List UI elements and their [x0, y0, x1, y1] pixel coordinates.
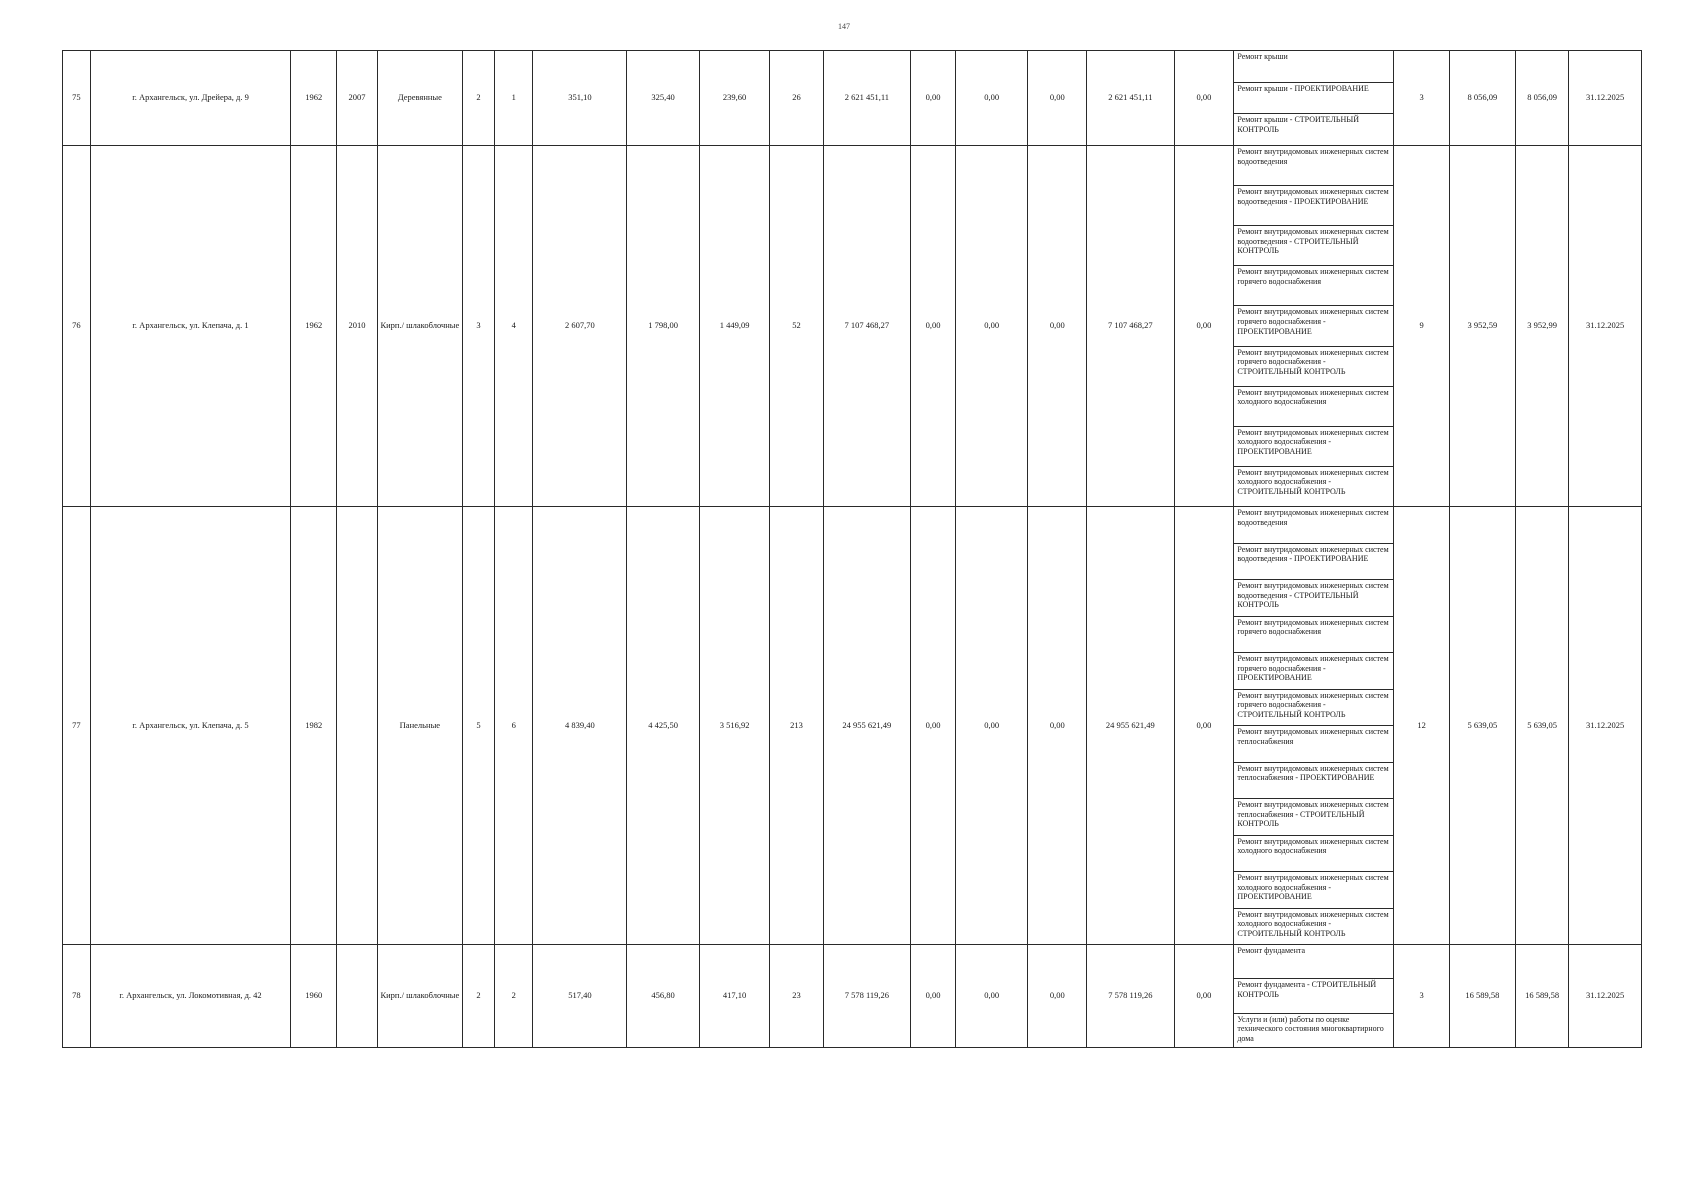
work-item: Ремонт внутридомовых инженерных систем горячего водоснабжения - ПРОЕКТИРОВАНИЕ — [1234, 305, 1393, 345]
work-item: Ремонт крыши — [1237, 52, 1288, 61]
address: г. Архангельск, ул. Локомотивная, д. 42 — [90, 945, 291, 1048]
works-list — [1234, 945, 1394, 1048]
capital-repair-table — [62, 50, 1642, 1048]
year-last-repair: 2007 — [337, 51, 378, 146]
works-list — [1234, 51, 1394, 146]
work-item: Ремонт внутридомовых инженерных систем холодного водоснабжения — [1234, 835, 1393, 872]
works-count: 12 — [1394, 507, 1449, 945]
residents: 213 — [770, 507, 823, 945]
entrances: 1 — [495, 51, 533, 146]
work-item: Ремонт внутридомовых инженерных систем водоотведения - ПРОЕКТИРОВАНИЕ — [1234, 185, 1393, 225]
floors: 5 — [463, 507, 495, 945]
work-item: Ремонт крыши - ПРОЕКТИРОВАНИЕ — [1234, 82, 1393, 114]
works-count: 3 — [1394, 945, 1449, 1048]
cost-fund: 0,00 — [911, 507, 956, 945]
max-unit-cost: 5 639,05 — [1515, 507, 1568, 945]
area-total: 2 607,70 — [533, 146, 627, 507]
work-item: Ремонт внутридомовых инженерных систем горячего водоснабжения - СТРОИТЕЛЬНЫЙ КОНТРОЛЬ — [1234, 689, 1393, 726]
residents: 23 — [770, 945, 823, 1048]
works-list — [1234, 146, 1394, 507]
cost-total: 7 107 468,27 — [823, 146, 910, 507]
table-row — [63, 51, 1642, 146]
area-residential: 3 516,92 — [699, 507, 769, 945]
cost-local: 0,00 — [1028, 146, 1087, 507]
cost-total: 2 621 451,11 — [823, 51, 910, 146]
cost-region: 0,00 — [955, 945, 1028, 1048]
row-number: 76 — [63, 146, 91, 507]
cost-owners: 7 578 119,26 — [1087, 945, 1174, 1048]
works-count: 9 — [1394, 146, 1449, 507]
work-item: Ремонт внутридомовых инженерных систем горячего водоснабжения - СТРОИТЕЛЬНЫЙ КОНТРОЛЬ — [1234, 346, 1393, 386]
entrances: 6 — [495, 507, 533, 945]
cost-local: 0,00 — [1028, 945, 1087, 1048]
cost-fund: 0,00 — [911, 945, 956, 1048]
year-last-repair — [337, 945, 378, 1048]
work-item: Ремонт крыши - СТРОИТЕЛЬНЫЙ КОНТРОЛЬ — [1234, 113, 1393, 145]
cost-region: 0,00 — [955, 146, 1028, 507]
work-item: Ремонт внутридомовых инженерных систем теплоснабжения - СТРОИТЕЛЬНЫЙ КОНТРОЛЬ — [1234, 798, 1393, 835]
max-unit-cost: 3 952,99 — [1515, 146, 1568, 507]
work-item: Ремонт внутридомовых инженерных систем холодного водоснабжения - СТРОИТЕЛЬНЫЙ КОНТРОЛЬ — [1234, 466, 1393, 506]
cost-owners: 24 955 621,49 — [1087, 507, 1174, 945]
unit-cost: 8 056,09 — [1449, 51, 1515, 146]
cost-fund: 0,00 — [911, 51, 956, 146]
wall-material: Панельные — [377, 507, 462, 945]
deadline: 31.12.2025 — [1569, 945, 1642, 1048]
table-row — [63, 146, 1642, 507]
work-item: Ремонт фундамента — [1237, 946, 1306, 955]
address: г. Архангельск, ул. Клепача, д. 5 — [90, 507, 291, 945]
area-living: 4 425,50 — [627, 507, 700, 945]
work-item: Ремонт внутридомовых инженерных систем водоотведения — [1237, 147, 1389, 166]
cost-local: 0,00 — [1028, 51, 1087, 146]
area-living: 456,80 — [627, 945, 700, 1048]
deadline: 31.12.2025 — [1569, 507, 1642, 945]
year-built: 1960 — [291, 945, 337, 1048]
cost-fund: 0,00 — [911, 146, 956, 507]
cost-total: 7 578 119,26 — [823, 945, 910, 1048]
area-total: 517,40 — [533, 945, 627, 1048]
row-number: 75 — [63, 51, 91, 146]
deadline: 31.12.2025 — [1569, 146, 1642, 507]
entrances: 2 — [495, 945, 533, 1048]
residents: 52 — [770, 146, 823, 507]
wall-material: Деревянные — [377, 51, 462, 146]
work-item: Ремонт внутридомовых инженерных систем водоотведения — [1237, 508, 1389, 527]
work-item: Ремонт внутридомовых инженерных систем теплоснабжения - ПРОЕКТИРОВАНИЕ — [1234, 762, 1393, 799]
wall-material: Кирп./ шлакоблочные — [377, 945, 462, 1048]
floors: 3 — [463, 146, 495, 507]
deadline: 31.12.2025 — [1569, 51, 1642, 146]
address: г. Архангельск, ул. Клепача, д. 1 — [90, 146, 291, 507]
cost-owners: 2 621 451,11 — [1087, 51, 1174, 146]
table-row — [63, 945, 1642, 1048]
work-item: Ремонт внутридомовых инженерных систем холодного водоснабжения - СТРОИТЕЛЬНЫЙ КОНТРОЛЬ — [1234, 908, 1393, 945]
cost-region: 0,00 — [955, 507, 1028, 945]
cost-other: 0,00 — [1174, 51, 1234, 146]
row-number: 78 — [63, 945, 91, 1048]
floors: 2 — [463, 51, 495, 146]
max-unit-cost: 16 589,58 — [1515, 945, 1568, 1048]
works-count: 3 — [1394, 51, 1449, 146]
address: г. Архангельск, ул. Дрейера, д. 9 — [90, 51, 291, 146]
cost-region: 0,00 — [955, 51, 1028, 146]
work-item: Ремонт фундамента - СТРОИТЕЛЬНЫЙ КОНТРОЛЬ — [1234, 978, 1393, 1012]
work-item: Услуги и (или) работы по оценке технического состояния многоквартирного дома — [1234, 1013, 1393, 1047]
work-item: Ремонт внутридомовых инженерных систем холодного водоснабжения — [1234, 386, 1393, 426]
max-unit-cost: 8 056,09 — [1515, 51, 1568, 146]
cost-other: 0,00 — [1174, 507, 1234, 945]
unit-cost: 3 952,59 — [1449, 146, 1515, 507]
work-item: Ремонт внутридомовых инженерных систем теплоснабжения — [1234, 725, 1393, 762]
works-list — [1234, 507, 1394, 945]
cost-owners: 7 107 468,27 — [1087, 146, 1174, 507]
area-living: 1 798,00 — [627, 146, 700, 507]
unit-cost: 16 589,58 — [1449, 945, 1515, 1048]
cost-other: 0,00 — [1174, 146, 1234, 507]
cost-local: 0,00 — [1028, 507, 1087, 945]
work-item: Ремонт внутридомовых инженерных систем водоотведения - ПРОЕКТИРОВАНИЕ — [1234, 543, 1393, 580]
entrances: 4 — [495, 146, 533, 507]
area-residential: 239,60 — [699, 51, 769, 146]
year-built: 1962 — [291, 51, 337, 146]
year-built: 1982 — [291, 507, 337, 945]
area-residential: 417,10 — [699, 945, 769, 1048]
page-number: 147 — [838, 22, 850, 31]
row-number: 77 — [63, 507, 91, 945]
wall-material: Кирп./ шлакоблочные — [377, 146, 462, 507]
table-row — [63, 507, 1642, 945]
area-total: 4 839,40 — [533, 507, 627, 945]
year-built: 1962 — [291, 146, 337, 507]
work-item: Ремонт внутридомовых инженерных систем горячего водоснабжения — [1234, 265, 1393, 305]
work-item: Ремонт внутридомовых инженерных систем холодного водоснабжения - ПРОЕКТИРОВАНИЕ — [1234, 426, 1393, 466]
residents: 26 — [770, 51, 823, 146]
floors: 2 — [463, 945, 495, 1048]
cost-total: 24 955 621,49 — [823, 507, 910, 945]
work-item: Ремонт внутридомовых инженерных систем холодного водоснабжения - ПРОЕКТИРОВАНИЕ — [1234, 871, 1393, 908]
area-total: 351,10 — [533, 51, 627, 146]
area-living: 325,40 — [627, 51, 700, 146]
work-item: Ремонт внутридомовых инженерных систем водоотведения - СТРОИТЕЛЬНЫЙ КОНТРОЛЬ — [1234, 579, 1393, 616]
work-item: Ремонт внутридомовых инженерных систем горячего водоснабжения — [1234, 616, 1393, 653]
unit-cost: 5 639,05 — [1449, 507, 1515, 945]
cost-other: 0,00 — [1174, 945, 1234, 1048]
work-item: Ремонт внутридомовых инженерных систем горячего водоснабжения - ПРОЕКТИРОВАНИЕ — [1234, 652, 1393, 689]
work-item: Ремонт внутридомовых инженерных систем водоотведения - СТРОИТЕЛЬНЫЙ КОНТРОЛЬ — [1234, 225, 1393, 265]
year-last-repair: 2010 — [337, 146, 378, 507]
year-last-repair — [337, 507, 378, 945]
area-residential: 1 449,09 — [699, 146, 769, 507]
